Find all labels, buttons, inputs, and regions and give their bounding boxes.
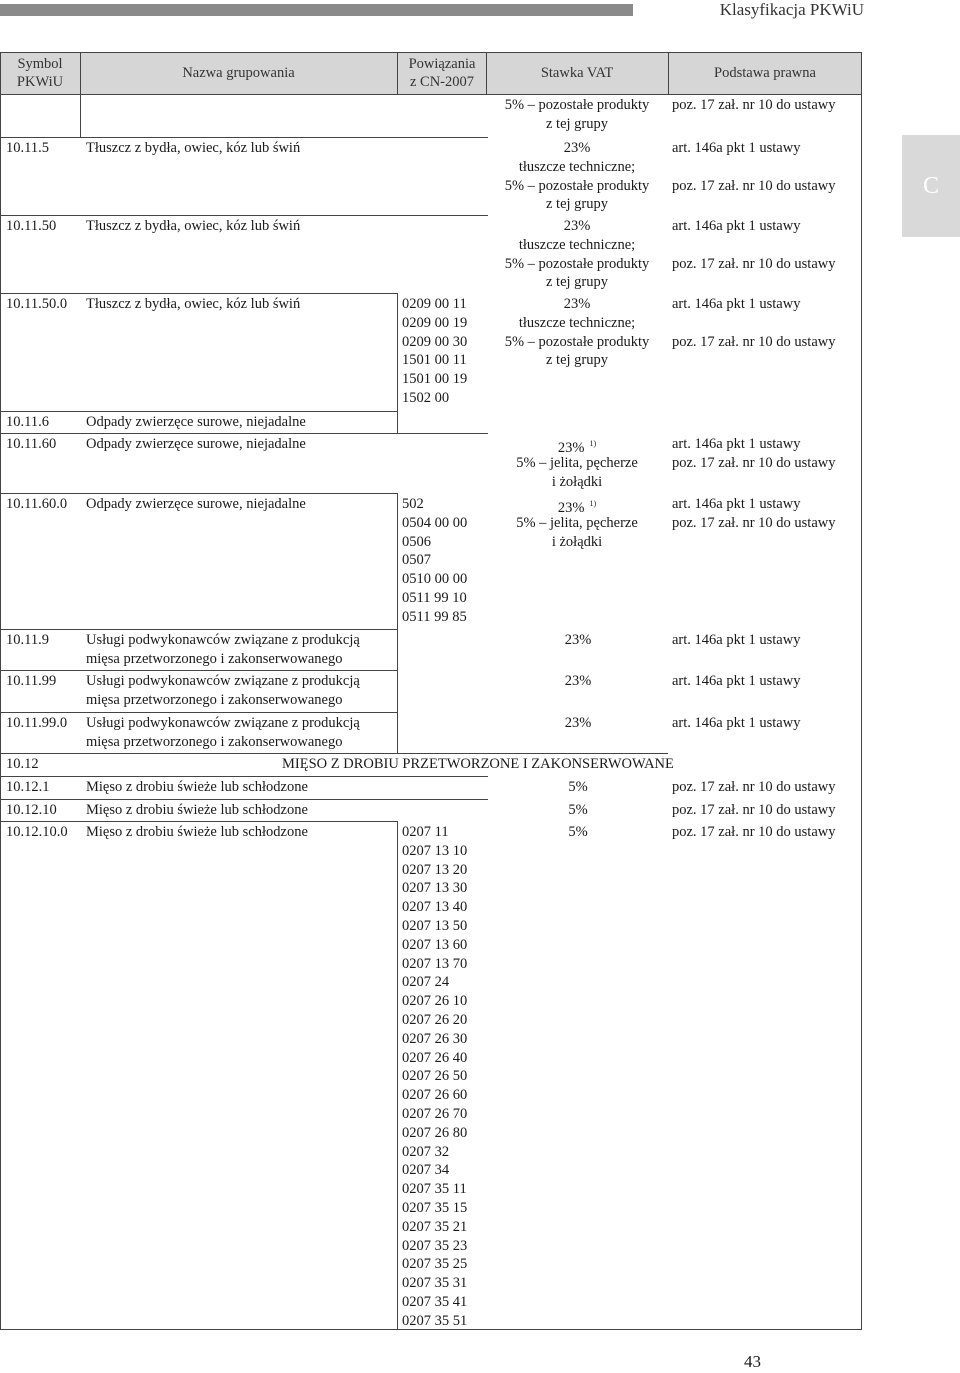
row-legal-basis: poz. 17 zał. nr 10 do ustawy xyxy=(672,802,836,818)
row-cn-code: 0207 35 15 xyxy=(402,1200,468,1216)
col-header-basis: Podstawa prawna xyxy=(714,65,816,81)
row-cn-code: 0207 13 70 xyxy=(402,955,468,972)
row-name: Usługi podwykonawców związane z produkcją xyxy=(86,673,360,689)
row-vat: 5% xyxy=(568,824,588,840)
row-cn-code: 0207 26 80 xyxy=(402,1124,468,1141)
row-cn-code: 0209 00 19 xyxy=(402,314,468,331)
row-cn-code: 0207 26 40 xyxy=(402,1049,468,1066)
row-cn-code: 0207 35 51 xyxy=(402,1312,468,1329)
row-legal-basis: art. 146a pkt 1 ustawy xyxy=(672,496,801,512)
row-name: Odpady zwierzęce surowe, niejadalne xyxy=(86,414,306,430)
row-vat: 5% – jelita, pęcherze xyxy=(516,514,638,531)
col-header-name: Nazwa grupowania xyxy=(182,65,295,81)
column-divider xyxy=(397,629,398,753)
row-cn-code: 0209 00 30 xyxy=(402,333,468,350)
footnote-marker: 1) xyxy=(589,439,597,448)
row-symbol: 10.11.5 xyxy=(6,140,49,156)
row-separator xyxy=(0,712,397,713)
row-symbol: 10.11.99 xyxy=(6,673,57,689)
row-vat: 23% $^{1)}$ xyxy=(557,499,597,516)
row-vat: 5% – pozostałe produkty xyxy=(504,97,650,113)
row-symbol: 10.12.10 xyxy=(6,802,57,818)
row-cn-code: 0207 35 41 xyxy=(402,1294,468,1310)
row-legal-basis: art. 146a pkt 1 ustawy xyxy=(672,715,801,731)
row-vat: tłuszcze techniczne; xyxy=(518,158,636,175)
row-vat: 5% – pozostałe produkty xyxy=(504,255,650,272)
row-cn-code: 0511 99 10 xyxy=(402,590,467,606)
row-symbol: 10.12.10.0 xyxy=(6,824,68,840)
row-cn-code: 0207 26 10 xyxy=(402,993,468,1010)
row-cn-code: 0207 26 60 xyxy=(402,1087,468,1104)
row-cn-code: 0207 35 21 xyxy=(402,1218,468,1235)
row-separator xyxy=(0,753,668,754)
row-vat: 23% xyxy=(564,715,592,731)
row-cn-code: 0207 35 23 xyxy=(402,1237,468,1254)
row-vat: tłuszcze techniczne; xyxy=(518,236,636,253)
row-separator xyxy=(0,629,397,630)
column-divider xyxy=(397,821,398,1329)
row-cn-code: 0207 13 60 xyxy=(402,936,468,953)
row-legal-basis: art. 146a pkt 1 ustawy xyxy=(672,140,801,156)
column-divider xyxy=(668,52,669,94)
row-cn-code: 0207 13 10 xyxy=(402,842,468,859)
row-symbol: 10.11.60 xyxy=(6,436,57,452)
row-vat: 23% xyxy=(563,218,591,234)
column-divider xyxy=(397,293,398,411)
row-cn-code: 1501 00 19 xyxy=(402,371,468,388)
col-header-symbol: Symbol PKWiU xyxy=(16,56,64,90)
table-border-top xyxy=(0,52,862,53)
row-cn-code: 0207 32 xyxy=(402,1143,450,1160)
row-cn-code: 0209 00 11 xyxy=(402,296,467,312)
row-vat: i żołądki xyxy=(551,473,603,490)
row-cn-code: 0207 13 30 xyxy=(402,880,468,897)
col-header-cn: Powiązania z CN-2007 xyxy=(408,56,476,90)
row-symbol: 10.11.50.0 xyxy=(6,296,68,312)
row-symbol: 10.11.60.0 xyxy=(6,496,68,512)
row-vat: 5% – pozostałe produkty xyxy=(504,177,650,194)
table-border-right xyxy=(861,52,862,1330)
row-legal-basis: poz. 17 zał. nr 10 do ustawy xyxy=(672,779,836,795)
row-cn-code: 0510 00 00 xyxy=(402,571,468,588)
row-legal-basis: art. 146a pkt 1 ustawy xyxy=(672,632,801,648)
row-cn-code: 0207 35 31 xyxy=(402,1275,468,1292)
row-cn-code: 0511 99 85 xyxy=(402,608,467,625)
row-cn-code: 0207 13 50 xyxy=(402,918,468,934)
row-symbol: 10.12.1 xyxy=(6,779,50,795)
row-separator xyxy=(0,293,397,294)
header-border-bottom xyxy=(0,94,862,95)
row-vat: z tej grupy xyxy=(545,274,608,291)
row-separator xyxy=(0,433,488,434)
row-cn-code: 0207 26 50 xyxy=(402,1068,468,1085)
row-cn-code: 0506 xyxy=(402,533,431,550)
row-cn-code: 502 xyxy=(402,496,424,512)
row-symbol: 10.11.50 xyxy=(6,218,57,234)
row-name: Tłuszcz z bydła, owiec, kóz lub świń xyxy=(86,140,301,156)
row-cn-code: 0207 26 30 xyxy=(402,1030,468,1047)
column-divider xyxy=(397,52,398,94)
row-cn-code: 0207 35 25 xyxy=(402,1256,468,1273)
row-legal-basis: poz. 17 zał. nr 10 do ustawy xyxy=(672,255,836,272)
column-divider xyxy=(397,493,398,629)
row-vat: 23% xyxy=(564,673,592,689)
row-vat: 5% xyxy=(568,779,588,795)
row-separator xyxy=(0,215,488,216)
row-vat: 5% – jelita, pęcherze xyxy=(516,454,638,471)
section-title: Klasyfikacja PKWiU xyxy=(719,0,864,19)
row-legal-basis: art. 146a pkt 1 ustawy xyxy=(672,673,801,689)
row-separator xyxy=(0,493,397,494)
row-separator xyxy=(0,799,488,800)
row-symbol: 10.11.99.0 xyxy=(6,715,68,731)
row-vat: tłuszcze techniczne; xyxy=(518,314,636,331)
row-cn-code: 1501 00 11 xyxy=(402,352,467,369)
row-vat: 23% $^{1)}$ xyxy=(557,439,597,456)
side-tab-letter: C xyxy=(922,172,939,199)
row-vat: z tej grupy xyxy=(545,352,608,369)
row-name: MIĘSO Z DROBIU PRZETWORZONE I ZAKONSERWOWANE xyxy=(282,756,674,772)
row-vat: 23% xyxy=(563,140,591,156)
row-cn-code: 0507 xyxy=(402,552,431,569)
row-separator xyxy=(0,411,397,412)
row-legal-basis: art. 146a pkt 1 ustawy xyxy=(672,436,801,452)
row-name: Tłuszcz z bydła, owiec, kóz lub świń xyxy=(86,218,301,234)
row-vat: 23% xyxy=(563,296,591,312)
row-name: Usługi podwykonawców związane z produkcją xyxy=(86,632,360,648)
table-border-left xyxy=(0,52,1,1330)
row-cn-code: 0207 34 xyxy=(402,1162,450,1179)
row-vat: i żołądki xyxy=(551,533,603,550)
column-divider xyxy=(397,411,398,433)
row-legal-basis: art. 146a pkt 1 ustawy xyxy=(672,218,801,234)
row-cn-code: 0207 24 xyxy=(402,974,450,991)
column-divider xyxy=(80,52,81,137)
row-vat: z tej grupy xyxy=(545,196,608,213)
row-name: Mięso z drobiu świeże lub schłodzone xyxy=(86,779,308,795)
row-vat: 5% – pozostałe produkty xyxy=(504,333,650,350)
row-name: mięsa przetworzonego i zakonserwowanego xyxy=(86,691,343,708)
row-name: mięsa przetworzonego i zakonserwowanego xyxy=(86,650,343,667)
row-legal-basis: poz. 17 zał. nr 10 do ustawy xyxy=(672,177,836,194)
row-cn-code: 0207 26 20 xyxy=(402,1012,468,1028)
row-legal-basis: poz. 17 zał. nr 10 do ustawy xyxy=(672,454,836,471)
column-divider xyxy=(486,52,487,94)
row-legal-basis: art. 146a pkt 1 ustawy xyxy=(672,296,801,312)
row-name: Odpady zwierzęce surowe, niejadalne xyxy=(86,436,306,452)
page-number: 43 xyxy=(744,1352,761,1371)
row-separator xyxy=(0,776,488,777)
row-symbol: 10.11.6 xyxy=(6,414,49,430)
col-header-vat: Stawka VAT xyxy=(540,65,614,81)
row-cn-code: 0504 00 00 xyxy=(402,514,468,531)
side-tab xyxy=(902,135,960,237)
row-name: mięsa przetworzonego i zakonserwowanego xyxy=(86,733,343,750)
row-cn-code: 0207 13 20 xyxy=(402,861,468,878)
row-cn-code: 0207 26 70 xyxy=(402,1106,468,1122)
row-cn-code: 0207 13 40 xyxy=(402,899,468,916)
row-symbol: 10.11.9 xyxy=(6,632,49,648)
row-cn-code: 0207 35 11 xyxy=(402,1181,467,1198)
row-legal-basis: poz. 17 zał. nr 10 do ustawy xyxy=(672,824,836,840)
row-separator xyxy=(0,821,397,822)
row-legal-basis: poz. 17 zał. nr 10 do ustawy xyxy=(672,514,836,531)
row-symbol: 10.12 xyxy=(6,756,39,772)
row-vat: 5% xyxy=(568,802,588,818)
row-name: Mięso z drobiu świeże lub schłodzone xyxy=(86,802,308,818)
footnote-marker: 1) xyxy=(589,499,597,508)
row-cn-code: 0207 11 xyxy=(402,824,449,840)
row-cn-code: 1502 00 xyxy=(402,390,450,406)
row-name: Usługi podwykonawców związane z produkcją xyxy=(86,715,360,731)
row-legal-basis: poz. 17 zał. nr 10 do ustawy xyxy=(672,97,836,113)
row-name: Tłuszcz z bydła, owiec, kóz lub świń xyxy=(86,296,301,312)
row-separator xyxy=(0,137,488,138)
row-separator xyxy=(0,670,397,671)
row-legal-basis: poz. 17 zał. nr 10 do ustawy xyxy=(672,333,836,350)
row-vat: 23% xyxy=(564,632,592,648)
row-name: Mięso z drobiu świeże lub schłodzone xyxy=(86,824,308,840)
row-vat: z tej grupy xyxy=(545,115,608,132)
row-name: Odpady zwierzęce surowe, niejadalne xyxy=(86,496,306,512)
